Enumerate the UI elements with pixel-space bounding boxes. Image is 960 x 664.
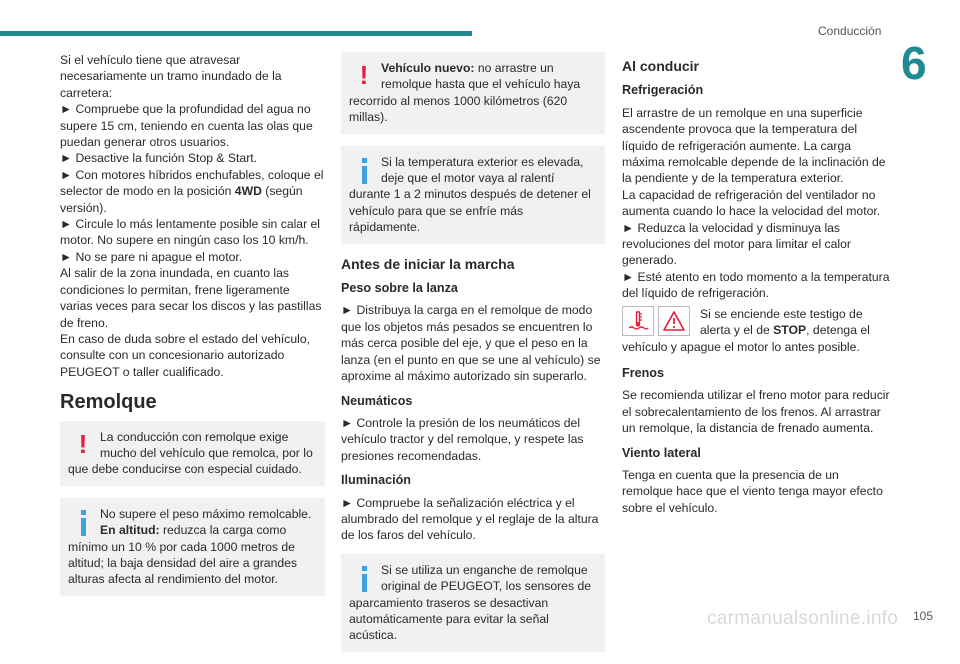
column-2 — [341, 52, 605, 664]
page-number: 105 — [913, 609, 934, 623]
bullet-arrow-icon: ► — [60, 249, 73, 264]
header-accent-bar — [0, 31, 472, 36]
topic-heading: Peso sobre la lanza — [341, 281, 458, 296]
paragraph: En caso de duda sobre el estado del vehículo, consulte con un concesionario autorizado PEUGEOT o taller cualificado. — [60, 331, 311, 379]
warning-note: ! Vehículo nuevo: no arrastre un remolque hasta que el vehículo haya recorrido al menos 1000 kilómetros (620 millas). — [341, 52, 605, 134]
bullet-item: ► Desactive la función Stop & Start. — [60, 151, 258, 166]
bullet-item: ► No se pare ni apague el motor. — [60, 249, 243, 264]
bullet-arrow-icon: ► — [622, 220, 635, 235]
info-icon — [355, 562, 373, 592]
bullet-item: ► Compruebe que la profundidad del agua no supere 15 cm, teniendo en cuenta las olas que puedan generar otros usuarios. — [60, 102, 313, 150]
bullet-item: ► Circule lo más lentamente posible sin calar el motor. No supere en ningún caso los 10 km/h. — [60, 217, 321, 248]
topic-heading: Refrigeración — [622, 83, 704, 98]
topic-heading: Frenos — [622, 365, 664, 380]
warning-lamp-paragraph: Si se enciende este testigo de alerta y el de STOP, detenga el vehículo y apague el motor lo antes posible. — [622, 306, 870, 354]
bullet-arrow-icon: ► — [622, 269, 635, 284]
paragraph: Tenga en cuenta que la presencia de un remolque hace que el viento tenga mayor efecto sobre el vehículo. — [622, 467, 883, 515]
paragraph: Si el vehículo tiene que atravesar necesariamente un tramo inundado de la carretera: — [60, 53, 282, 100]
section-title: Conducción — [818, 24, 882, 38]
watermark: carmanualsonline.info — [707, 608, 899, 629]
chapter-number: 6 — [901, 37, 927, 89]
bullet-item: ► Distribuya la carga en el remolque de modo que los objetos más pesados se encuentren lo más cerca posible del eje, y que el peso en la lanza (en el punto en que se une al vehículo) se aproxime al máximo autorizado sin superarlo. — [341, 303, 601, 384]
bullet-arrow-icon: ► — [60, 217, 73, 232]
section-heading: Remolque — [60, 391, 157, 414]
column-3 — [622, 52, 890, 516]
bullet-arrow-icon: ► — [60, 151, 73, 166]
warning-exclamation-icon: ! — [78, 428, 88, 459]
bullet-arrow-icon: ► — [341, 303, 354, 318]
paragraph: Se recomienda utilizar el freno motor para reducir el sobrecalentamiento de los frenos. Al arrastrar un remolque, la distancia de frenado aumenta. — [622, 388, 890, 436]
topic-heading: Viento lateral — [622, 445, 701, 460]
info-icon — [74, 506, 92, 536]
coolant-temperature-icon — [622, 306, 654, 336]
warning-triangle-icon — [658, 306, 690, 336]
bullet-item: ► Compruebe la señalización eléctrica y el alumbrado del remolque y el reglaje de la altura de los faros del vehículo. — [341, 495, 599, 543]
bullet-item: ► Reduzca la velocidad y disminuya las revoluciones del motor para limitar el calor generado. — [622, 220, 851, 268]
paragraph: La capacidad de refrigeración del ventilador no aumenta cuando lo hace la velocidad del motor. — [622, 187, 881, 219]
bullet-arrow-icon: ► — [60, 167, 73, 182]
bullet-arrow-icon: ► — [341, 415, 354, 430]
bullet-arrow-icon: ► — [341, 495, 354, 510]
paragraph: Al salir de la zona inundada, en cuanto las condiciones lo permitan, frene ligeramente varias veces para secar los discos y las pastillas de freno. — [60, 266, 322, 330]
bullet-item: ► Esté atento en todo momento a la temperatura del líquido de refrigeración. — [622, 269, 890, 301]
subsection-heading: Antes de iniciar la marcha — [341, 255, 515, 272]
bullet-arrow-icon: ► — [60, 102, 73, 117]
bullet-item: ► Controle la presión de los neumáticos del vehículo tractor y del remolque, y respete las presiones recomendadas. — [341, 415, 584, 463]
info-note: Si la temperatura exterior es elevada, deje que el motor vaya al ralentí durante 1 a 2 minutos después de detener el vehículo para que se enfríe más rápidamente. — [341, 146, 605, 244]
topic-heading: Neumáticos — [341, 393, 413, 408]
bullet-item: ► Con motores híbridos enchufables, coloque el selector de modo en la posición 4WD (según versión). — [60, 167, 324, 215]
subsection-heading: Al conducir — [622, 58, 700, 74]
warning-note: ! La conducción con remolque exige mucho del vehículo que remolca, por lo que debe conducirse con especial cuidado. — [60, 421, 325, 486]
column-1 — [60, 52, 325, 608]
info-note: No supere el peso máximo remolcable. En altitud: reduzca la carga como mínimo un 10 % por cada 1000 metros de altitud; la baja densidad del aire a grandes alturas afecta al rendimiento del motor. — [60, 498, 325, 596]
warning-lamps — [622, 306, 694, 336]
info-icon — [355, 154, 373, 184]
info-note: Si se utiliza un enganche de remolque original de PEUGEOT, los sensores de aparcamiento traseros se desactivan automáticamente para evitar la señal acústica. — [341, 554, 605, 652]
warning-exclamation-icon: ! — [359, 60, 369, 90]
topic-heading: Iluminación — [341, 473, 411, 488]
paragraph: El arrastre de un remolque en una superficie ascendente provoca que la temperatura del líquido de refrigeración aumente. La carga máxima remolcable depende de la inclinación de la pendiente y de la temperatura exterior. — [622, 105, 886, 186]
